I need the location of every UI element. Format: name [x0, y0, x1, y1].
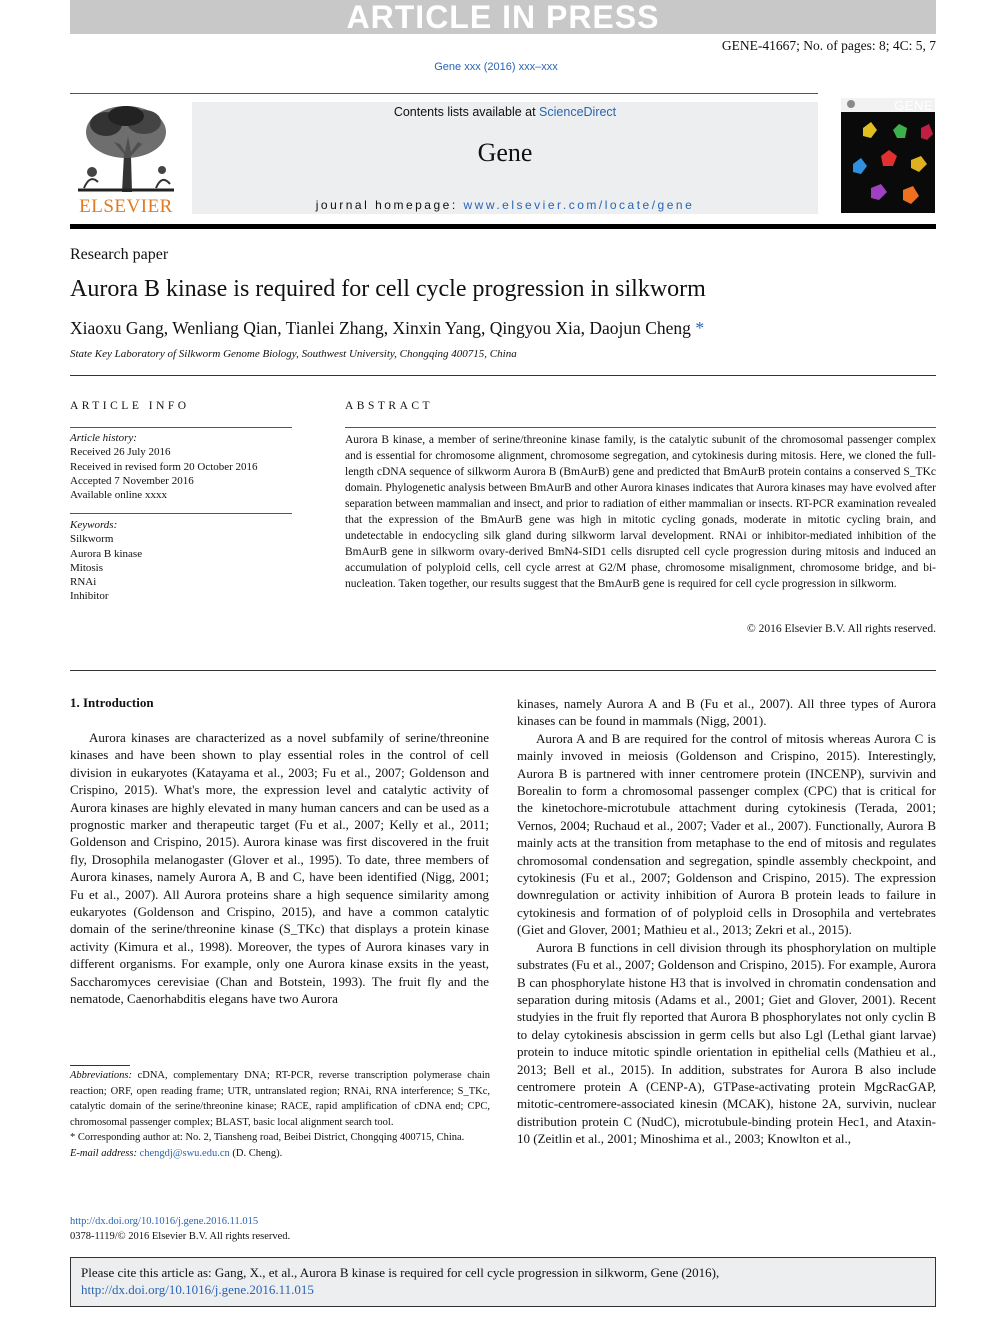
authors-text: Xiaoxu Gang, Wenliang Qian, Tianlei Zhang, Xinxin Yang, Qingyou Xia, Daojun Cheng [70, 318, 691, 338]
corresponding-footnote: * Corresponding author at: No. 2, Tiansheng road, Beibei District, Chongqing 400715, China. [70, 1132, 465, 1143]
intro-paragraph-1-cont: kinases, namely Aurora A and B (Fu et al., 2007). All three types of Aurora kinases can be found in mammals (Nigg, 2001). [517, 696, 936, 729]
keyword: Inhibitor [70, 590, 109, 603]
citation-prefix: Please cite this article as: Gang, X., et al., Aurora B kinase is required for cell cycle progression in silkworm, Gene (2016), [81, 1265, 720, 1280]
sciencedirect-link[interactable]: ScienceDirect [539, 105, 617, 119]
keyword: Mitosis [70, 561, 104, 574]
citation-doi-link[interactable]: http://dx.doi.org/10.1016/j.gene.2016.11.015 [81, 1282, 314, 1297]
intro-paragraph-2: Aurora A and B are required for the control of mitosis whereas Aurora C is mainly invoved in meiosis (Goldenson and Crispino, 2015). Interestingly, Aurora B is partnered with inner centromere protein (INCENP), survivin and Borealin to form a chromosomal passenger complex (CPC) that is critical for the kinetochore-microtubule attachment during cytokinesis (Terada, 2001; Vernos, 2004; Ruchaud et al., 2007; Vader et al., 2007). Functionally, Aurora B mainly acts at the transition from metaphase to the end of mitosis and regulates chromosomal condensation and segregation, spindle assembly checkpoint, and cytokinesis (Fu et al., 2007; Goldenson and Crispino, 2015). The expression downregulation or activity inhibition of Aurora B protein leads to failure in cytokinesis and formation of of polyploid cells in Drosophila and vertebrates (Giet and Glover, 2001; Mathieu et al., 2013; Zekri et al., 2015). [517, 730, 936, 938]
history-online: Available online xxxx [70, 489, 167, 502]
abstract-bottom-rule [70, 670, 936, 671]
keywords-label: Keywords: [70, 519, 118, 531]
article-in-press-banner: ARTICLE IN PRESS [70, 0, 936, 34]
article-info-heading: ARTICLE INFO [70, 400, 190, 412]
corresponding-author-link[interactable]: * [695, 318, 705, 338]
abbrev-text: cDNA, complementary DNA; RT-PCR, reverse transcription polymerase chain reaction; ORF, open reading frame; UTR, untranslated region; RNAi, RNA interference; S_TKc, catalytic domain of the serine/threonine kinase; RACE, rapid amplification of cDNA end; CPC, chromosomal passenger complex; BLAST, basic local alignment search tool. [70, 1070, 490, 1128]
doi-block [70, 1214, 290, 1244]
keyword: RNAi [70, 576, 97, 589]
history-revised: Received in revised form 20 October 2016 [70, 460, 258, 473]
history-accepted: Accepted 7 November 2016 [70, 474, 194, 487]
email-label: E-mail address: [70, 1147, 137, 1159]
intro-paragraph-3: Aurora B functions in cell division through its phosphorylation on multiple substrates (Fu et al., 2007; Goldenson and Crispino, 2015). For example, Aurora B can phosphorylate histone H3 that is involved in chromatin condensation and separation during mitosis (Adams et al., 2001; Giet and Glover, 2001). Recent studyies in the fruit fly reported that Aurora B phosphorylates not only cyclin B to delay cytokinesis abscission in germ cells but also Lgl (Lethal giant larvae) protein to induce mitotic spindle orientation in epithelial cells (Mathieu et al., 2013; Bell et al., 2015). In addition, substrates for Aurora B also include centromere protein A (CENP-A), GTPase-activating protein MgcRacGAP, mitotic-centromere-associated kinesin (MCAK), histone 2A, survivin, nuclear distribution protein C (NudC), microtubule-binding protein Hec1, and Ataxin-10 (Zeitlin et al., 2001; Minoshima et al., 2003; Knowlton et al., [517, 939, 936, 1147]
abstract-rule [345, 427, 936, 428]
cite-this-article-box [70, 1257, 936, 1307]
keywords-rule [70, 513, 292, 514]
abstract-body [345, 432, 936, 592]
homepage-prefix: journal homepage: [315, 198, 464, 212]
keyword: Aurora B kinase [70, 547, 143, 560]
article-title: Aurora B kinase is required for cell cycle progression in silkworm [70, 276, 706, 302]
journal-title: Gene [477, 138, 533, 167]
contents-line [192, 105, 818, 119]
journal-cover-image [841, 98, 935, 213]
footnotes [70, 1068, 490, 1161]
article-history [70, 431, 258, 502]
email-suffix: (D. Cheng). [232, 1147, 283, 1159]
cover-label: GENE [894, 98, 933, 113]
issn-line: 0378-1119/© 2016 Elsevier B.V. All rights reserved. [70, 1231, 291, 1242]
abstract-heading: ABSTRACT [345, 400, 434, 412]
introduction-heading: 1. Introduction [70, 695, 154, 710]
keywords [70, 518, 142, 604]
right-column [517, 695, 936, 1148]
journal-homepage [192, 198, 818, 212]
keyword: Silkworm [70, 533, 114, 546]
article-info-rule [70, 427, 292, 428]
header-rule [70, 93, 818, 94]
journal-masthead [192, 102, 818, 214]
affiliation: State Key Laboratory of Silkworm Genome Biology, Southwest University, Chongqing 400715, China [70, 348, 517, 360]
copyright: © 2016 Elsevier B.V. All rights reserved. [747, 623, 936, 635]
left-column [70, 729, 489, 1008]
homepage-link[interactable]: www.elsevier.com/locate/gene [463, 198, 695, 212]
affiliation-rule [70, 375, 936, 376]
abbreviations-footnote [70, 1068, 490, 1130]
intro-paragraph-1: Aurora kinases are characterized as a novel subfamily of serine/threonine kinases and have been shown to play essential roles in the control of cell division in eukaryotes (Katayama et al., 2003; Fu et al., 2007; Goldenson and Crispino, 2015). What's more, the expression level and catalytic activity of Aurora kinases are highly elevated in many human cancers and can be used as a prognostic marker and therapeutic target (Fu et al., 2007; Kelly et al., 2011; Goldenson and Crispino, 2015). Aurora kinase was first discovered in the fruit fly, Drosophila melanogaster (Glover et al., 1995). To date, three members of Aurora kinases, namely Aurora A, B and C, have been identified (Nigg, 2001; Fu et al., 2007). All Aurora proteins share a high sequence similarity among eukaryotes (Goldenson and Crispino, 2015), and have a common catalytic domain of the serine/threonine kinase (S_TKc) that displays a protein kinase activity (Kimura et al., 1998). Moreover, the types of Aurora kinases vary in different organisms. For example, only one Aurora kinase exsits in the yeast, Saccharomyces cerevisiae (Chan and Botstein, 1993). The fruit fly and the nematode, Caenorhabditis elegans have two Aurora [70, 730, 489, 1007]
email-footnote [70, 1146, 490, 1162]
doi-link[interactable]: http://dx.doi.org/10.1016/j.gene.2016.11.015 [70, 1216, 259, 1227]
elsevier-wordmark: ELSEVIER [79, 196, 173, 217]
history-received: Received 26 July 2016 [70, 446, 171, 459]
citation-text [81, 1264, 927, 1298]
email-link[interactable]: chengdj@swu.edu.cn [139, 1147, 230, 1159]
masthead-thick-rule [70, 224, 936, 229]
contents-prefix: Contents lists available at [393, 105, 540, 119]
abbrev-label: Abbreviations: [70, 1070, 133, 1081]
history-label: Article history: [70, 432, 137, 444]
abstract-text: Aurora B kinase, a member of serine/threonine kinase family, is the catalytic subunit of the chromosomal passenger complex and is essential for chromosome alignment, chromosome segregation, and cytokinesis during mitosis. Here, we cloned the full-length cDNA sequence of silkworm Aurora B (BmAurB) gene and predicted that BmAurB protein contains a conserved S_TKc domain. Phylogenetic analysis between BmAurB and other Aurora kinases indicates that Aurora kinases may have evolved after separation between mammalian and insect, and prior to radiation of either mammalian or insects. RT-PCR examination revealed that the expression of the BmAurB gene was high in mitotic cycling gonads, moderate in mitotic cycling brain, and undetectable in endocycling silk gland during silkworm larval development. RNAi or inhibitor-mediated inhibition of the BmAurB gene in silkworm ovary-derived BmN4-SID1 cells disrupted cell cycle progression during mitosis and induced an accumulation of polyploid cells, cell cycle arrest at G2/M phase, chromosome misalignment, chromosome bridge, and bi-nucleation. Taken together, our results suggest that the BmAurB gene is required for cell cycle progression in silkworm. [345, 434, 936, 590]
article-type: Research paper [70, 246, 169, 263]
journal-citation-link[interactable]: Gene xxx (2016) xxx–xxx [434, 61, 558, 73]
manuscript-id: GENE-41667; No. of pages: 8; 4C: 5, 7 [721, 38, 936, 53]
footnote-rule [70, 1065, 130, 1066]
author-list [70, 318, 704, 339]
